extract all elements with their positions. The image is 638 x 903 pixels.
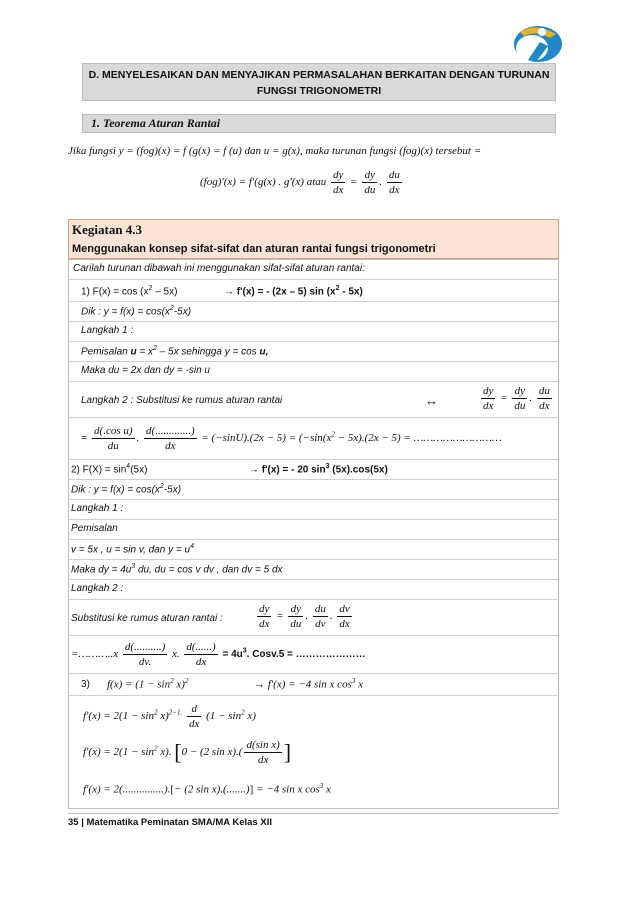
theorem-statement: Jika fungsi y = (fog)(x) = f (g(x) = f (u) dan u = g(x), maka turunan fungsi (fog)(x) tersebut = bbox=[68, 145, 482, 157]
section-title-line2: FUNGSI TRIGONOMETRI bbox=[256, 85, 382, 97]
fraction-du-dx: $\frac{du}{dx}$ bbox=[388, 169, 400, 196]
problem2-maka: Maka dy = $4u^3$ du, du = cos v dv , dan dv = 5 dx bbox=[69, 560, 558, 580]
footer-divider bbox=[68, 813, 558, 814]
problem1-row: 1) $F(x) = \cos (x^2 - 5x)$ → f'(x) = - (2x – 5) $\sin (x^2 - 5x)$ bbox=[69, 280, 558, 302]
problem1-equation: = $\frac{\text{d(.cos u)}}{du}$ . $\frac{d(.............)}{dx}$ = $(-\sin U).(2x - 5) = (-\sin(x^2 - 5x).(2x - 5)$ = ……………………… bbox=[69, 418, 558, 460]
section-title-line1: D. MENYELESAIKAN DAN MENYAJIKAN PERMASALAHAN BERKAITAN DENGAN TURUNAN bbox=[88, 69, 550, 81]
problem1-step1: Langkah 1 : bbox=[69, 322, 558, 342]
exercise-table bbox=[68, 259, 559, 809]
kegiatan-header bbox=[68, 219, 559, 259]
problem1-maka: Maka du = 2x dan dy = -sin u bbox=[69, 362, 558, 382]
problem2-vars: v = 5x , u = sin v, dan $y = u^4$ bbox=[69, 540, 558, 560]
fraction-dy-dx: $\frac{dy}{dx}$ bbox=[333, 169, 344, 196]
problem2-equation: =………..x $\frac{d(..........)}{dv.}$ x. $\frac{d(......)}{dx}$ = $4u^3$. Cosv.5 = ………………… bbox=[69, 636, 558, 674]
problem2-dik: Dik : $y = f(x) = \cos(x^2-5x)$ bbox=[69, 480, 558, 500]
problem2-step1: Langkah 1 : bbox=[69, 500, 558, 520]
publisher-logo-icon bbox=[506, 20, 566, 66]
intro-row: Carilah turunan dibawah ini menggunakan sifat-sifat aturan rantai: bbox=[69, 260, 558, 280]
problem3-work bbox=[69, 696, 558, 808]
problem2-substitution: Substitusi ke rumus aturan rantai : $\frac{dy}{dx}$ = $\frac{dy}{du}$ . $\frac{du}{dv}$ . $\frac{dv}{dx}$ bbox=[69, 600, 558, 636]
kegiatan-title: Kegiatan 4.3 bbox=[72, 222, 143, 237]
problem3-line3: f'(x) = 2(...............).[− (2 sin x).(.......)] = −4 sin x $\cos^3 x$ bbox=[83, 782, 331, 796]
problem1-step2: Langkah 2 : Substitusi ke rumus aturan rantai ↔ $\frac{dy}{dx}$ = $\frac{dy}{du}$ . $\frac{du}{dx}$ bbox=[69, 382, 558, 418]
problem2-answer: → f'(x) = - 20 $\sin^3 (5x).\cos(5x)$ bbox=[249, 463, 388, 476]
problem2-row: 2) $F(X) = \sin^4(5x)$ → f'(x) = - 20 $\sin^3 (5x).\cos(5x)$ bbox=[69, 460, 558, 480]
chain-rule-formula: (fog)'(x) = f'(g(x) . g'(x) atau $\frac{dy}{dx}$ = $\frac{dy}{du}$ . $\frac{du}{dx}$ bbox=[200, 169, 400, 196]
problem3-line1: $f'(x) = 2(1 - \sin^2 x)^{2-1.}$ $\frac{d}{dx}$ $(1 - \sin^2 x)$ bbox=[83, 703, 256, 730]
problem3-row: 3) $f(x) = (1 - \sin^2 x)^2$ → f'(x) = −4 sin x $\cos^3 x$ bbox=[69, 674, 558, 696]
problem3-line2: $f'(x) = 2(1 - \sin^2 x)$. [0 − (2 sin x).( $\frac{\text{d(sin x)}}{dx}$ ] bbox=[83, 739, 292, 766]
problem1-substitution: Pemisalan $u = x^2 - 5x$ sehingga y = cos u, bbox=[69, 342, 558, 362]
problem1-dik: Dik : $y = f(x) = \cos(x^2-5x)$ bbox=[69, 302, 558, 322]
problem1-answer: → f'(x) = - (2x – 5) $\sin (x^2 - 5x)$ bbox=[224, 285, 363, 298]
problem2-step2: Langkah 2 : bbox=[69, 580, 558, 600]
problem2-pemisalan: Pemisalan bbox=[69, 520, 558, 540]
fraction-dy-du: $\frac{dy}{du}$ bbox=[364, 169, 376, 196]
section-header bbox=[82, 63, 556, 101]
kegiatan-subtitle: Menggunakan konsep sifat-sifat dan aturan rantai fungsi trigonometri bbox=[72, 243, 436, 255]
formula-left: (fog)'(x) = f'(g(x) . g'(x) atau bbox=[200, 176, 327, 189]
theorem-heading: 1. Teorema Aturan Rantai bbox=[82, 114, 556, 133]
page-footer: 35 | Matematika Peminatan SMA/MA Kelas XII bbox=[68, 817, 272, 828]
problem3-answer: → f'(x) = −4 sin x $\cos^3 x$ bbox=[254, 677, 363, 691]
